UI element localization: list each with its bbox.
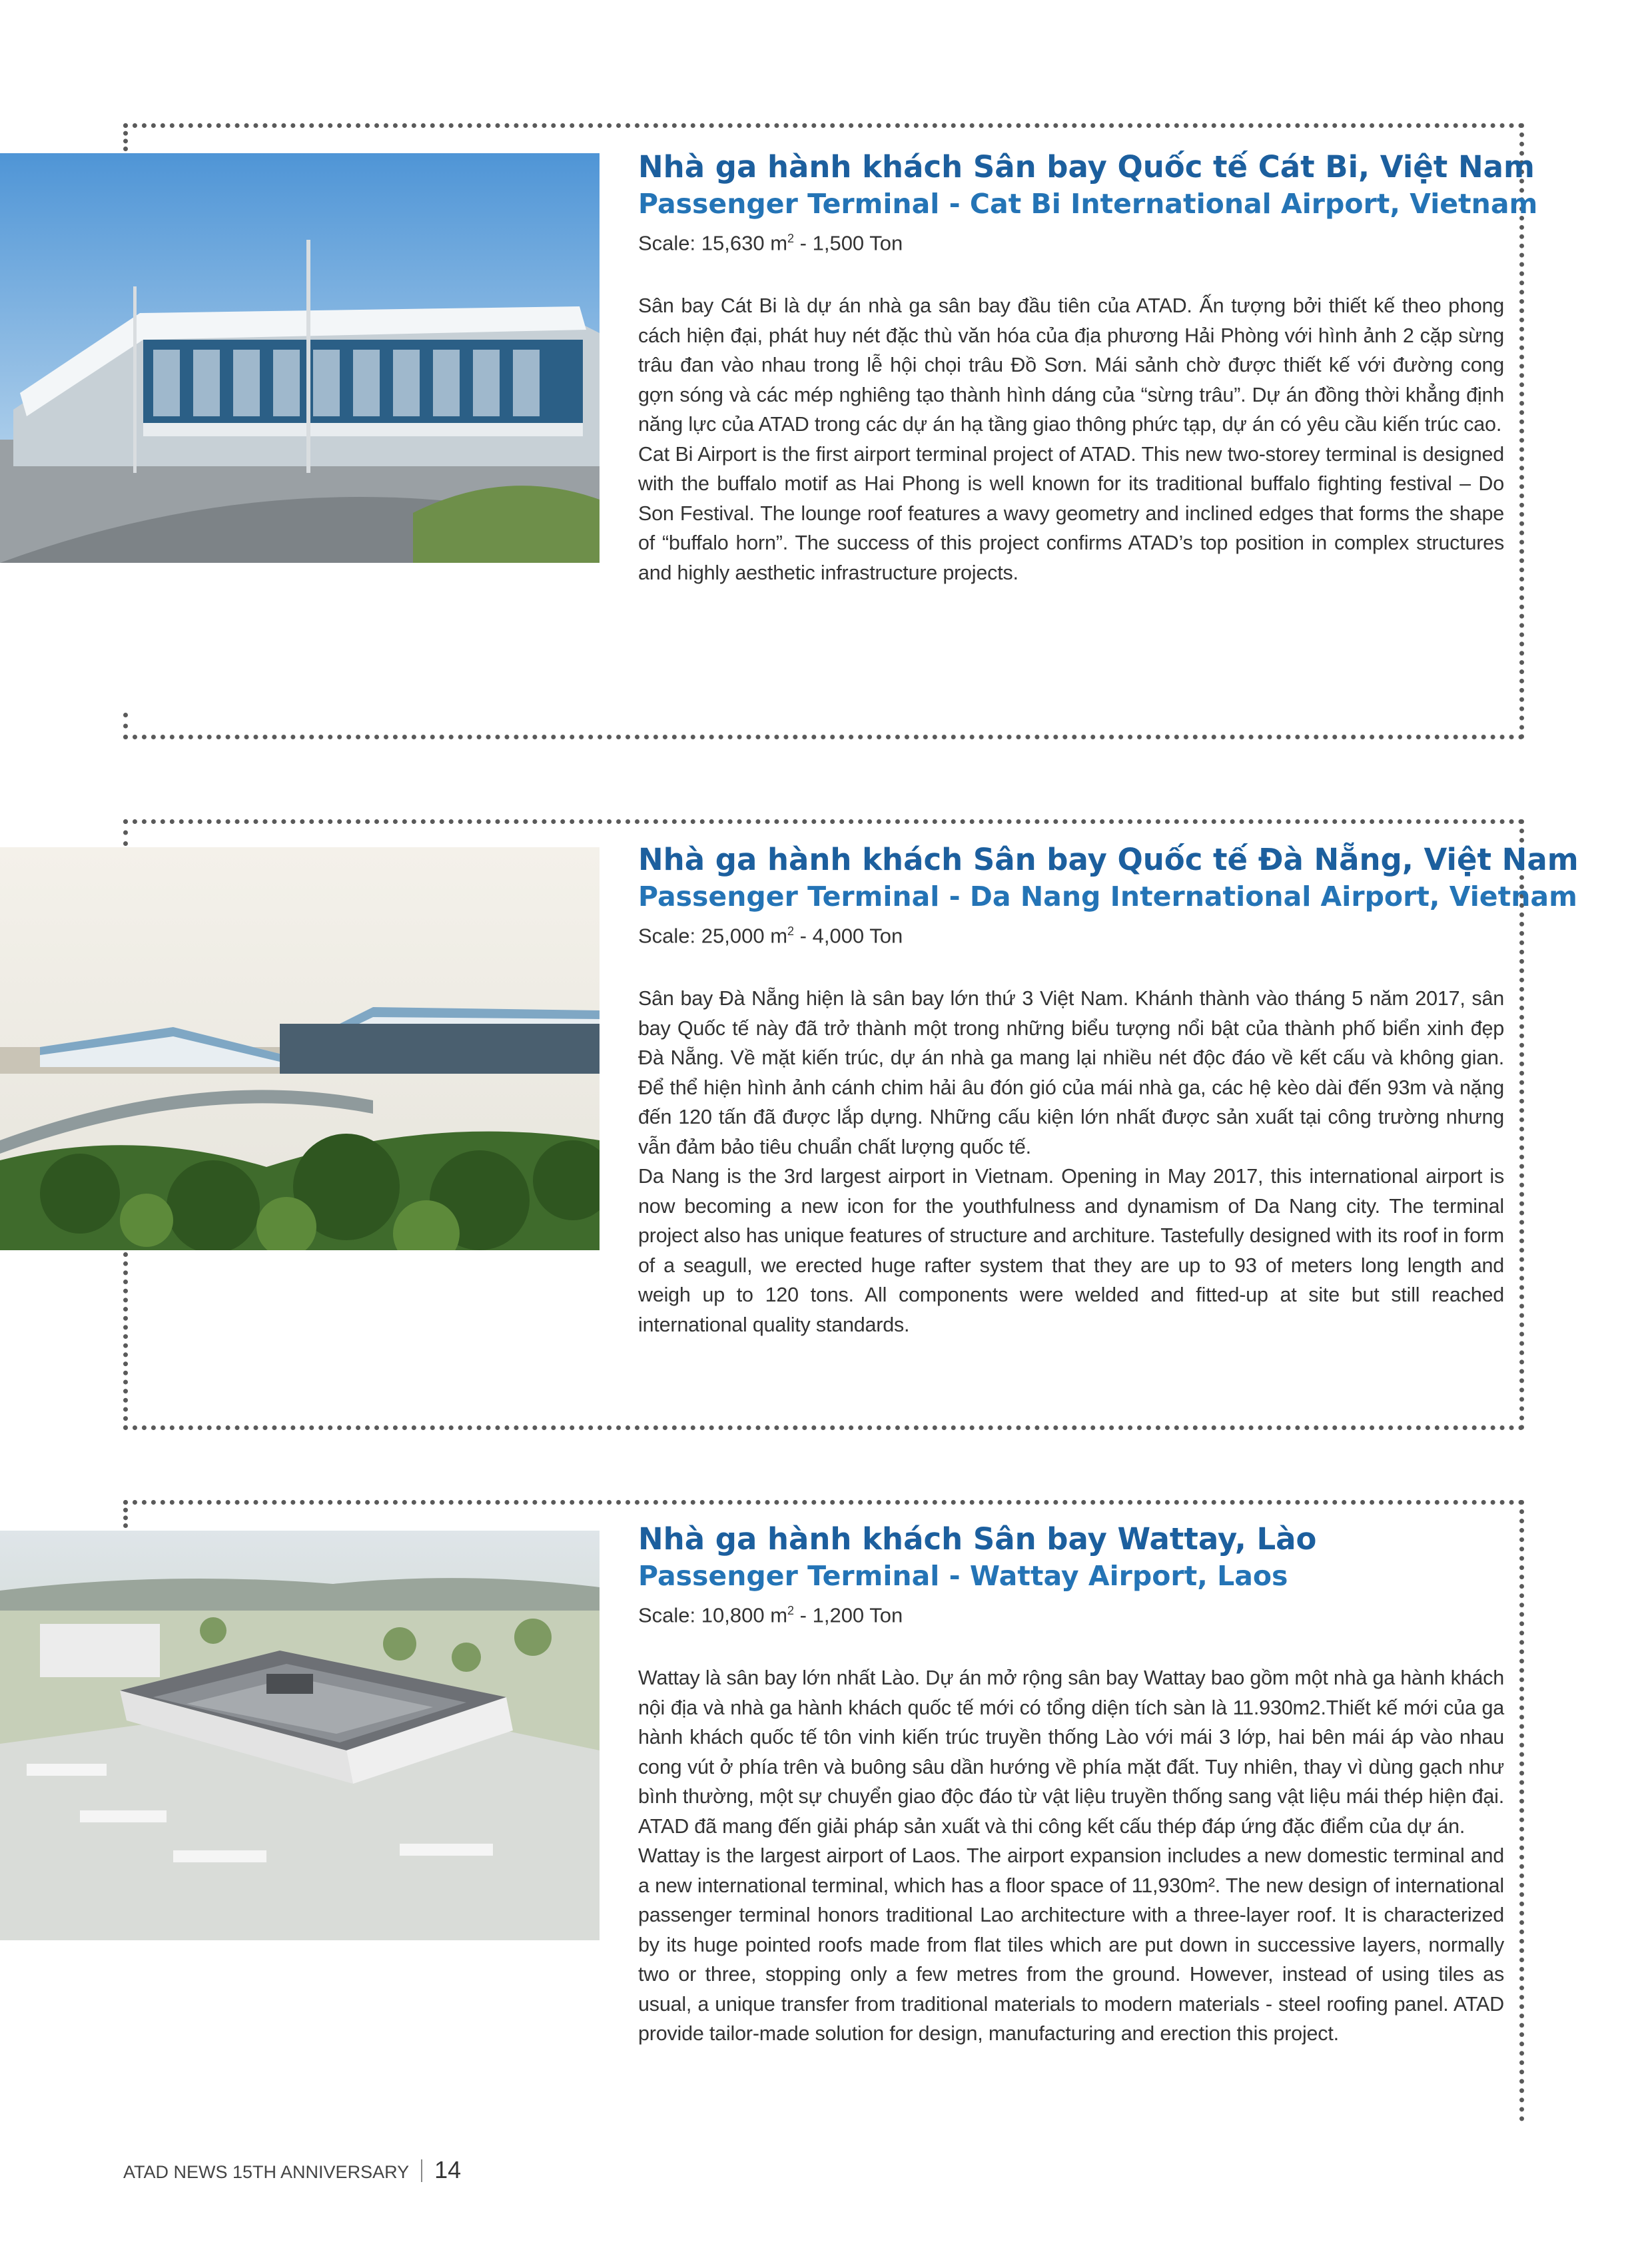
project-description [638, 291, 1504, 587]
footer-divider [421, 2159, 422, 2182]
project-description [638, 1663, 1504, 2049]
project-scale: Scale: 15,630 $m^2 - 1,500$ Ton [638, 231, 903, 255]
project-title-en: Passenger Terminal - Da Nang International Airport, Vietnam [638, 881, 1577, 913]
wattay-terminal-photo [0, 1531, 600, 1940]
project-title-vn: Nhà ga hành khách Sân bay Quốc tế Cát Bi, Việt Nam [638, 149, 1535, 185]
project-text [638, 841, 1579, 1339]
dotted-frame-left [123, 123, 128, 151]
dotted-frame-left [123, 713, 128, 739]
project-title-vn: Nhà ga hành khách Sân bay Quốc tế Đà Nẵng, Việt Nam [638, 842, 1579, 877]
project-scale: Scale: 25,000 $m^2 - 4,000$ Ton [638, 924, 903, 948]
da-nang-terminal-photo [0, 847, 600, 1250]
page-number: 14 [434, 2156, 462, 2183]
description-vn: Wattay là sân bay lớn nhất Lào. Dự án mở rộng sân bay Wattay bao gồm một nhà ga hành khách nội địa và nhà ga hành khách quốc tế mới có tổng diện tích sàn là 11.930m2.Thiết kế mới của ga hành khách quốc tế tôn vinh kiến trúc truyền thống Lào với mái 3 lớp, hai bên mái áp vào nhau cong vút ở phía trên và buông sâu dần hướng về phía mặt đất. Tuy nhiên, thay vì dùng gạch như bình thường, một sự chuyển giao độc đáo từ vật liệu truyền thống sang vật liệu mái thép hiện đại. ATAD đã mang đến giải pháp sản xuất và thi công kết cấu thép đáp ứng đặc điểm của dự án. [638, 1667, 1504, 1838]
project-scale: Scale: 10,800 $m^2 - 1,200$ Ton [638, 1603, 903, 1627]
description-en: Cat Bi Airport is the first airport terminal project of ATAD. This new two-storey terminal is designed with the buffalo motif as Hai Phong is well known for its traditional buffalo fighting festival – Do Son Festival. The lounge roof features a wavy geometry and inclined edges that forms the shape of “buffalo horn”. The success of this project confirms ATAD’s top position in complex structures and highly aesthetic infrastructure projects. [638, 442, 1504, 584]
project-title-en: Passenger Terminal - Cat Bi International Airport, Vietnam [638, 188, 1538, 220]
dotted-frame-left [123, 1500, 128, 1528]
project-description [638, 984, 1504, 1339]
page-footer [123, 2157, 461, 2185]
project-title-en: Passenger Terminal - Wattay Airport, Laos [638, 1560, 1288, 1592]
description-en: Wattay is the largest airport of Laos. The airport expansion includes a new domestic terminal and a new international terminal, which has a floor space of 11,930m². The new design of international passenger terminal honors traditional Lao architecture with a three-layer roof. It is characterized by its huge pointed roofs made from flat tiles which are put down in successive layers, normally two or three, stopping only a few metres from the ground. However, instead of using tiles as usual, a unique transfer from traditional materials to modern materials - steel roofing panel. ATAD provide tailor-made solution for design, manufacturing and erection this project. [638, 1844, 1504, 2046]
publication-name: ATAD NEWS 15TH ANNIVERSARY [123, 2162, 410, 2182]
description-vn: Sân bay Cát Bi là dự án nhà ga sân bay đầu tiên của ATAD. Ấn tượng bởi thiết kế theo phong cách hiện đại, phát huy nét đặc thù văn hóa của địa phương Hải Phòng với hình ảnh 2 cặp sừng trâu đan vào nhau trong lễ hội chọi trâu Đồ Sơn. Mái sảnh chờ được thiết kế với đường cong gợn sóng và các mép nghiêng tạo thành hình dáng của “sừng trâu”. Dự án đồng thời khẳng định năng lực của ATAD trong các dự án hạ tầng giao thông phức tạp, dự án có yêu cầu kiến trúc cao. [638, 294, 1504, 436]
project-text [638, 148, 1538, 587]
cat-bi-terminal-photo [0, 153, 600, 563]
project-text [638, 1520, 1504, 2049]
dotted-frame-left [123, 1252, 128, 1430]
project-title-vn: Nhà ga hành khách Sân bay Wattay, Lào [638, 1521, 1317, 1557]
description-vn: Sân bay Đà Nẵng hiện là sân bay lớn thứ 3 Việt Nam. Khánh thành vào tháng 5 năm 2017, sân bay Quốc tế này đã trở thành một trong những biểu tượng nổi bật của thành phố biển xinh đẹp Đà Nẵng. Về mặt kiến trúc, dự án nhà ga mang lại nhiều nét độc đáo về kết cấu và không gian. Để thể hiện hình ảnh cánh chim hải âu đón gió của mái nhà ga, các hệ kèo dài đến 93m và nặng đến 120 tấn đã được lắp dựng. Những cấu kiện lớn nhất được sản xuất tại công trường nhưng vẫn đảm bảo tiêu chuẩn chất lượng quốc tế. [638, 987, 1504, 1158]
dotted-frame-left [123, 819, 128, 846]
description-en: Da Nang is the 3rd largest airport in Vietnam. Opening in May 2017, this international airport is now becoming a new icon for the youthfulness and dynamism of Da Nang city. The terminal project also has unique features of structure and architure. Tastefully designed with its roof in form of a seagull, we erected huge rafter system that they are up to 93 of meters long length and weigh up to 120 tons. All components were welded and fitted-up at site but still reached international quality standards. [638, 1165, 1504, 1336]
